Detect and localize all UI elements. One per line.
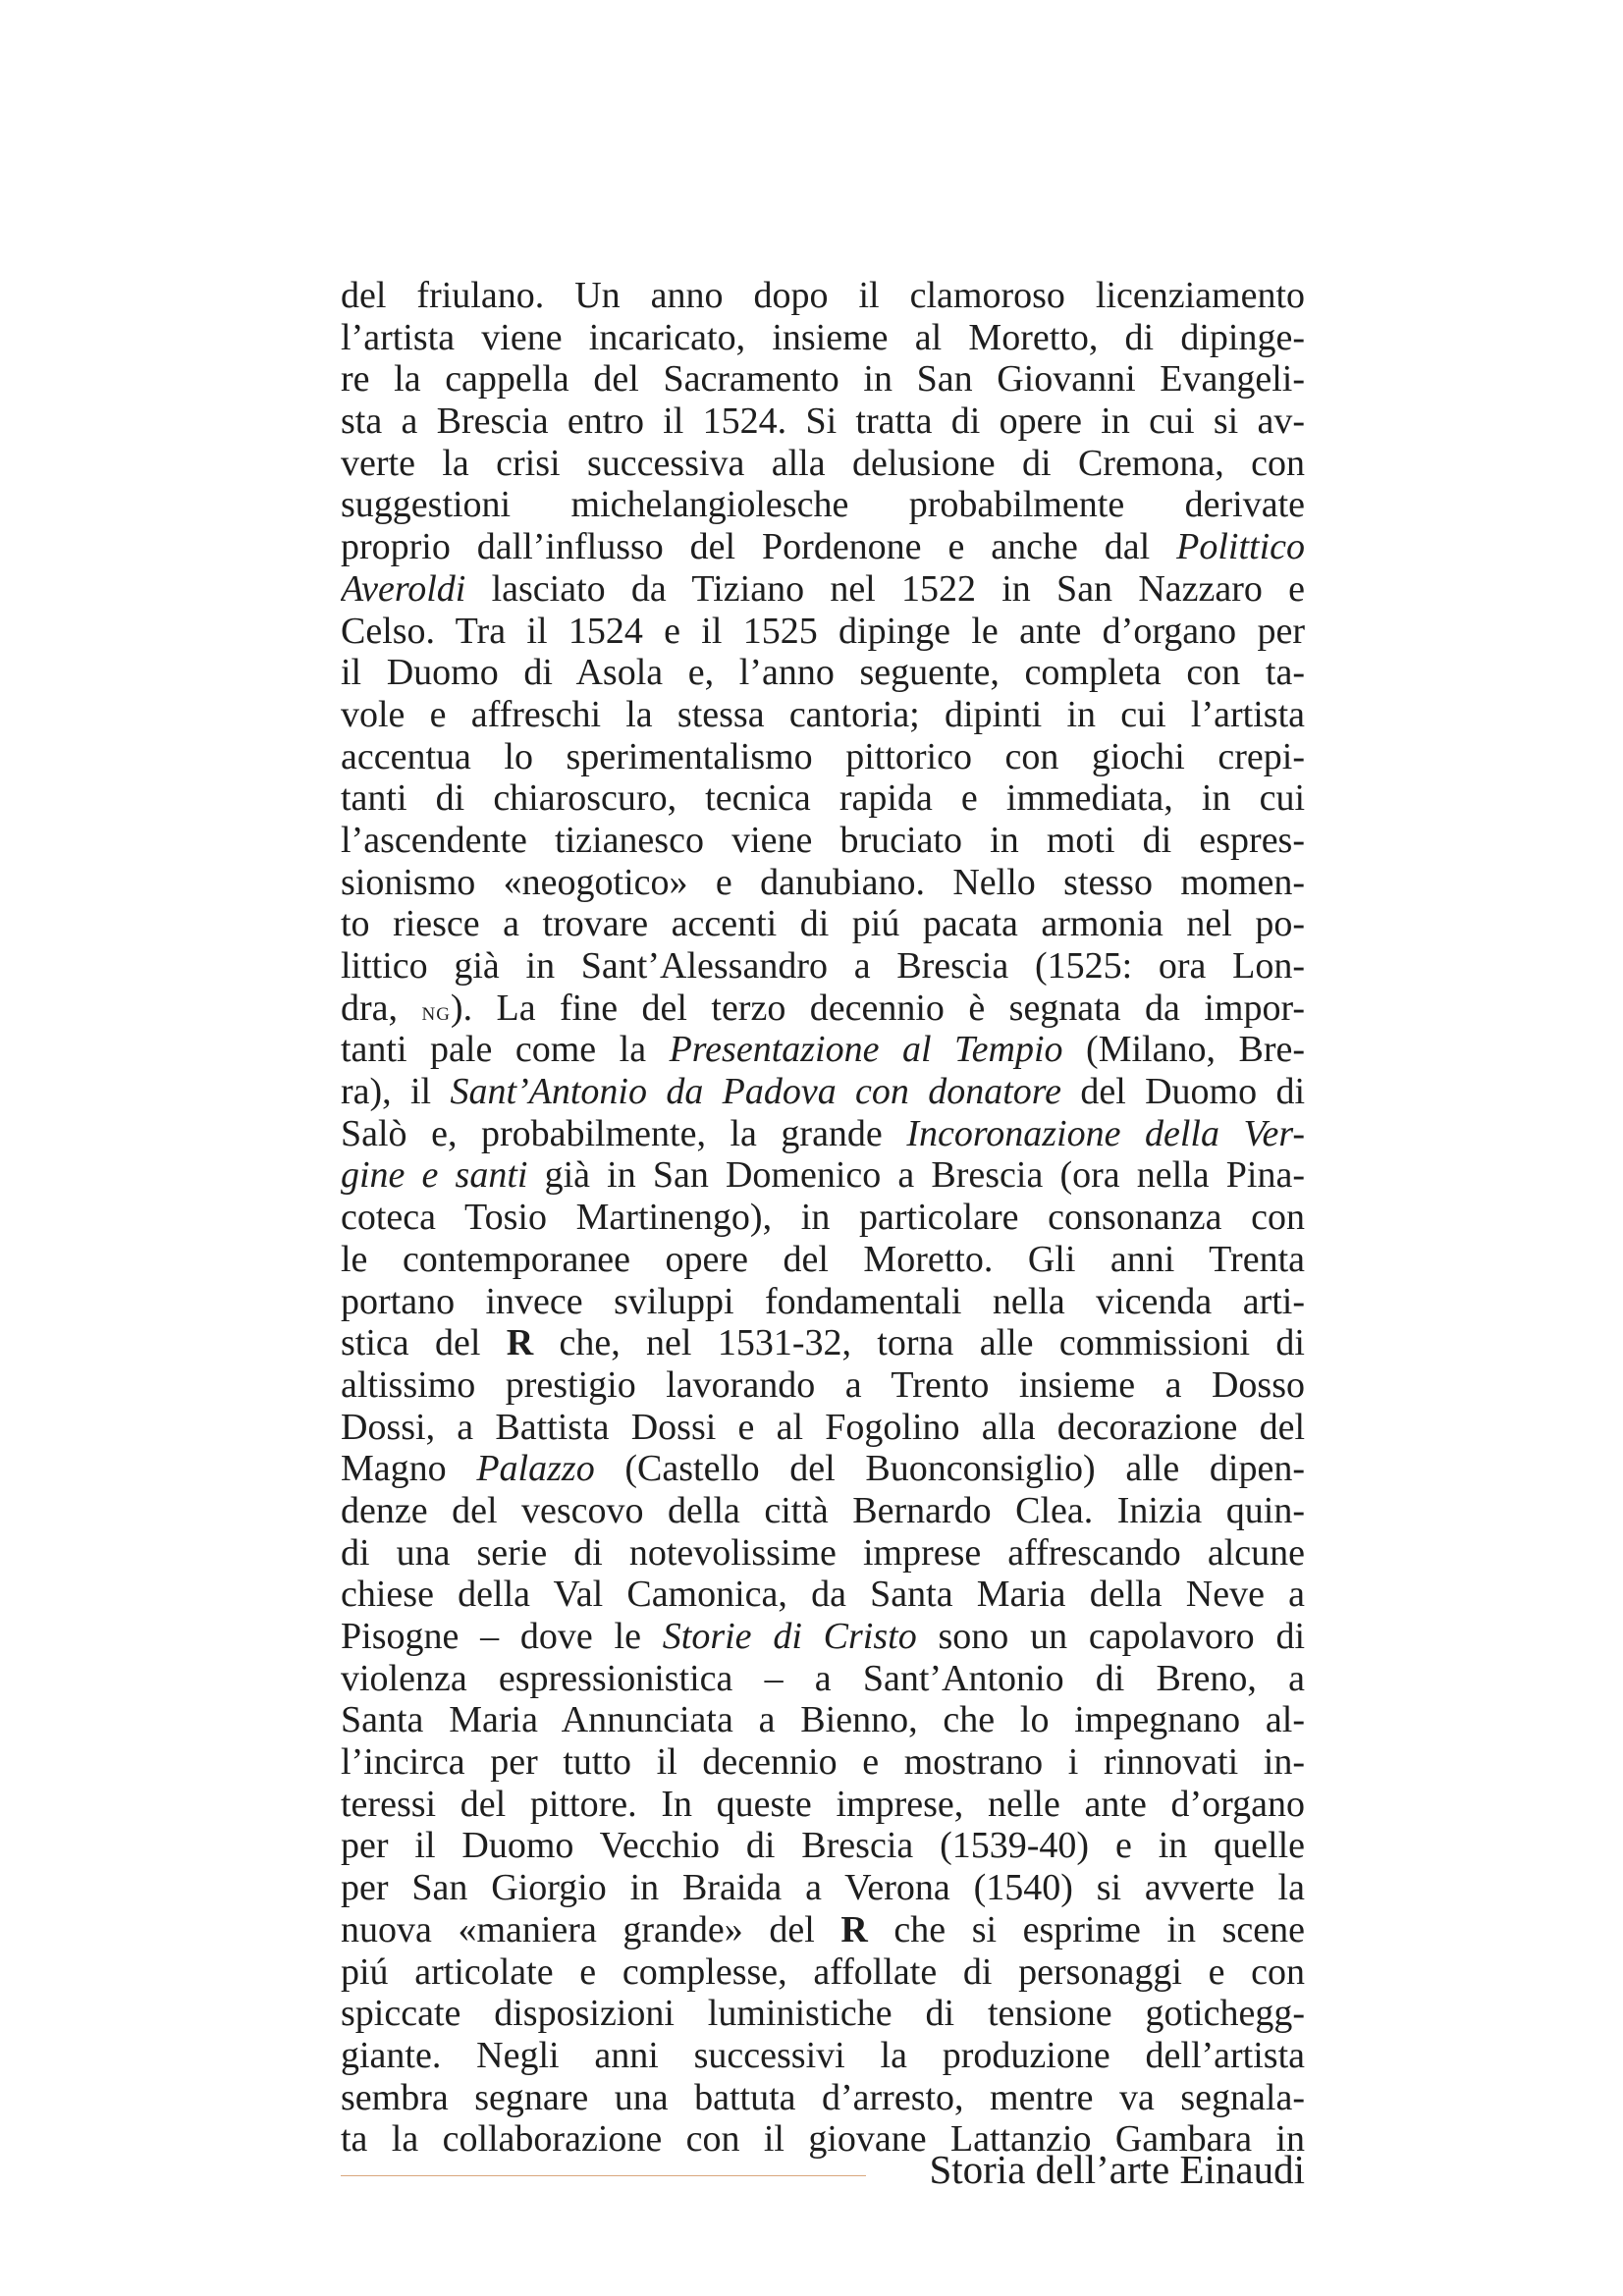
text-run: ). La fine del terzo decennio è segnata da impor-: [450, 987, 1305, 1029]
text-line: littico già in Sant’Alessandro a Brescia (1525: ora Lon-: [341, 945, 1305, 987]
text-line: l’incirca per tutto il decennio e mostrano i rinnovati in-: [341, 1741, 1305, 1784]
text-line: tanti di chiaroscuro, tecnica rapida e immediata, in cui: [341, 777, 1305, 820]
text-line: suggestioni michelangiolesche probabilmente derivate: [341, 484, 1305, 526]
text-line: altissimo prestigio lavorando a Trento insieme a Dosso: [341, 1363, 1305, 1406]
text-run: (Castello del Buonconsiglio) alle dipen-: [594, 1448, 1305, 1490]
text-run: stica del: [341, 1322, 507, 1364]
text-line: giante. Negli anni successivi la produzione dell’artista: [341, 2034, 1305, 2076]
body-text: [341, 275, 1305, 2161]
text-line: vole e affreschi la stessa cantoria; dipinti in cui l’artista: [341, 693, 1305, 735]
text-run: del Duomo di: [1061, 1071, 1305, 1113]
text-line: teressi del pittore. In queste imprese, nelle ante d’organo: [341, 1783, 1305, 1825]
text-line: ta la collaborazione con il giovane Lattanzio Gambara in: [341, 2118, 1305, 2161]
text-line: Celso. Tra il 1524 e il 1525 dipinge le ante d’organo per: [341, 610, 1305, 652]
text-line: denze del vescovo della città Bernardo Clea. Inizia quin-: [341, 1489, 1305, 1531]
text-line: [341, 526, 1305, 568]
text-line: [341, 1322, 1305, 1364]
text-line: [341, 1909, 1305, 1951]
text-line: di una serie di notevolissime imprese affrescando alcune: [341, 1531, 1305, 1574]
text-line: per San Giorgio in Braida a Verona (1540) si avverte la: [341, 1867, 1305, 1909]
text-line: [341, 1616, 1305, 1658]
text-line: [341, 1071, 1305, 1113]
page-footer: [341, 2140, 1305, 2199]
text-line: [341, 1154, 1305, 1197]
text-line: [341, 988, 1305, 1030]
artwork-title: Sant’Antonio da Padova con donatore: [450, 1071, 1062, 1113]
artwork-title: Storie di Cristo: [662, 1616, 917, 1657]
text-run: già in San Domenico a Brescia (ora nella Pina-: [527, 1154, 1305, 1197]
text-line: Dossi, a Battista Dossi e al Fogolino alla decorazione del: [341, 1406, 1305, 1448]
artist-initial: R: [506, 1322, 534, 1364]
text-line: sionismo «neogotico» e danubiano. Nello stesso momen-: [341, 861, 1305, 903]
artwork-title: gine e santi: [341, 1154, 528, 1197]
artwork-title: Presentazione al Tempio: [669, 1029, 1063, 1071]
footer-rule: [341, 2175, 866, 2176]
text-line: coteca Tosio Martinengo), in particolare consonanza con: [341, 1197, 1305, 1239]
artwork-title: Incoronazione della Ver-: [906, 1112, 1305, 1154]
artwork-title: Palazzo: [476, 1448, 595, 1490]
text-line: [341, 1029, 1305, 1071]
text-line: del friulano. Un anno dopo il clamoroso licenziamento: [341, 275, 1305, 316]
text-line: [341, 568, 1305, 611]
text-run: che, nel 1531-32, torna alle commissioni di: [533, 1322, 1305, 1364]
text-line: verte la crisi successiva alla delusione di Cremona, con: [341, 442, 1305, 484]
text-line: chiese della Val Camonica, da Santa Maria della Neve a: [341, 1574, 1305, 1616]
text-line: l’ascendente tizianesco viene bruciato in moti di espres-: [341, 819, 1305, 861]
text-line: re la cappella del Sacramento in San Giovanni Evangeli-: [341, 358, 1305, 400]
artwork-title: Polittico: [1176, 526, 1305, 568]
text-run: nuova «maniera grande» del: [341, 1908, 841, 1950]
text-line: sta a Brescia entro il 1524. Si tratta di opere in cui si av-: [341, 400, 1305, 443]
artwork-title: Averoldi: [341, 567, 466, 610]
text-line: il Duomo di Asola e, l’anno seguente, completa con ta-: [341, 652, 1305, 694]
publication-title: Storia dell’arte Einaudi: [929, 2147, 1305, 2192]
text-run: Salò e, probabilmente, la grande: [341, 1112, 907, 1154]
text-run: Pisogne – dove le: [341, 1616, 663, 1657]
text-run: (Milano, Bre-: [1062, 1029, 1305, 1071]
text-line: accentua lo sperimentalismo pittorico con giochi crepi-: [341, 735, 1305, 777]
text-line: violenza espressionistica – a Sant’Antonio di Breno, a: [341, 1657, 1305, 1699]
text-run: lasciato da Tiziano nel 1522 in San Nazzaro e: [465, 567, 1305, 610]
text-line: [341, 1448, 1305, 1490]
text-line: portano invece sviluppi fondamentali nella vicenda arti-: [341, 1280, 1305, 1322]
abbreviation: ng: [421, 995, 451, 1026]
text-run: che si esprime in scene: [867, 1908, 1305, 1950]
text-line: spiccate disposizioni luministiche di tensione gotichegg-: [341, 1993, 1305, 2035]
text-run: ra), il: [341, 1071, 451, 1113]
text-run: proprio dall’influsso del Pordenone e anche dal: [341, 526, 1177, 568]
text-line: Santa Maria Annunciata a Bienno, che lo impegnano al-: [341, 1699, 1305, 1741]
text-line: piú articolate e complesse, affollate di personaggi e con: [341, 1950, 1305, 1993]
artist-initial: R: [840, 1908, 868, 1950]
text-run: dra,: [341, 987, 422, 1029]
text-run: sono un capolavoro di: [916, 1616, 1305, 1657]
text-line: sembra segnare una battuta d’arresto, mentre va segnala-: [341, 2076, 1305, 2118]
text-line: per il Duomo Vecchio di Brescia (1539-40) e in quelle: [341, 1825, 1305, 1867]
text-line: [341, 1113, 1305, 1155]
text-run: tanti pale come la: [341, 1029, 670, 1071]
text-line: l’artista viene incaricato, insieme al Moretto, di dipinge-: [341, 316, 1305, 358]
text-run: Magno: [341, 1448, 477, 1490]
text-line: to riesce a trovare accenti di piú pacata armonia nel po-: [341, 903, 1305, 945]
text-line: le contemporanee opere del Moretto. Gli anni Trenta: [341, 1238, 1305, 1280]
